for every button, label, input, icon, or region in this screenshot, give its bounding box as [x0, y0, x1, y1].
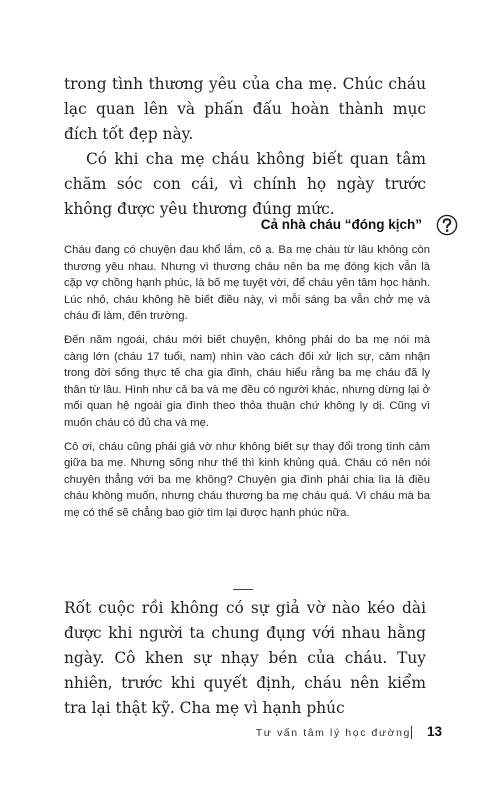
answer-paragraph: Rốt cuộc rồi không có sự giả vờ nào kéo dài được khi người ta chung đụng với nhau hằng ngày. Cô khen sự nhạy bén của cháu. Tuy nhiên, trước khi quyết định, cháu nên kiểm tra lại thật kỹ. Cha mẹ vì hạnh phúc [64, 599, 426, 717]
letter-paragraph-1: Cháu đang có chuyện đau khổ lắm, cô ạ. Ba mẹ cháu từ lâu không còn thương yêu nhau. Nhưng vì thương cháu nên ba mẹ đóng kịch vẫn là cặp vợ chồng hạnh phúc, là bố mẹ tuyệt vời, để cháu yên tâm học hành. Lúc nhỏ, cháu không hề biết điều này, vì mỗi sáng ba vẫn chở mẹ và cháu đi làm, đến trường. [64, 244, 430, 323]
reader-letter [64, 242, 430, 529]
section-divider [233, 589, 253, 590]
intro-paragraph-2: Có khi cha mẹ cháu không biết quan tâm chăm sóc con cái, vì chính họ ngày trước không được yêu thương đúng mức. [64, 150, 426, 218]
running-footer-title: Tư vấn tâm lý học đường [255, 727, 411, 739]
letter-paragraph-2: Đến năm ngoái, cháu mới biết chuyện, không phải do ba mẹ nói mà càng lớn (cháu 17 tuổi, nam) nhìn vào cách đối xử lịch sự, cảm nhận trong đời sống thực tế cha gia đình, cháu hiểu rằng ba mẹ cháu đã ly thân từ lâu. Hình như cả ba và mẹ đều có người khác, nhưng dừng lại ở mối quan hệ ngoài gia đình theo thỏa thuận chứ không ly dị. Cũng vì muốn cháu có đủ cha và mẹ. [64, 333, 430, 429]
page-number: 13 [427, 724, 443, 739]
letter-paragraph-3: Cô ơi, cháu cũng phải giả vờ như không biết sự thay đổi trong tình cảm giữa ba mẹ. Nhưng sống như thế thì kinh khủng quá. Cháu có nên nói chuyện thẳng với ba mẹ không? Chuyện gia đình phải chia lìa là điều cháu không muốn, nhưng cháu thương ba mẹ cháu quá. Vì cháu mà ba mẹ có thể sẽ chẳng bao giờ tìm lại được hạnh phúc nữa. [64, 440, 430, 519]
question-mark-icon [436, 214, 458, 236]
letter-title: Cả nhà cháu “đóng kịch” [260, 217, 422, 232]
intro-paragraph-1: trong tình thương yêu của cha mẹ. Chúc cháu lạc quan lên và phấn đấu hoàn thành mục đích tốt đẹp này. [64, 75, 426, 143]
footer-divider [411, 726, 412, 739]
intro-text [64, 72, 426, 222]
